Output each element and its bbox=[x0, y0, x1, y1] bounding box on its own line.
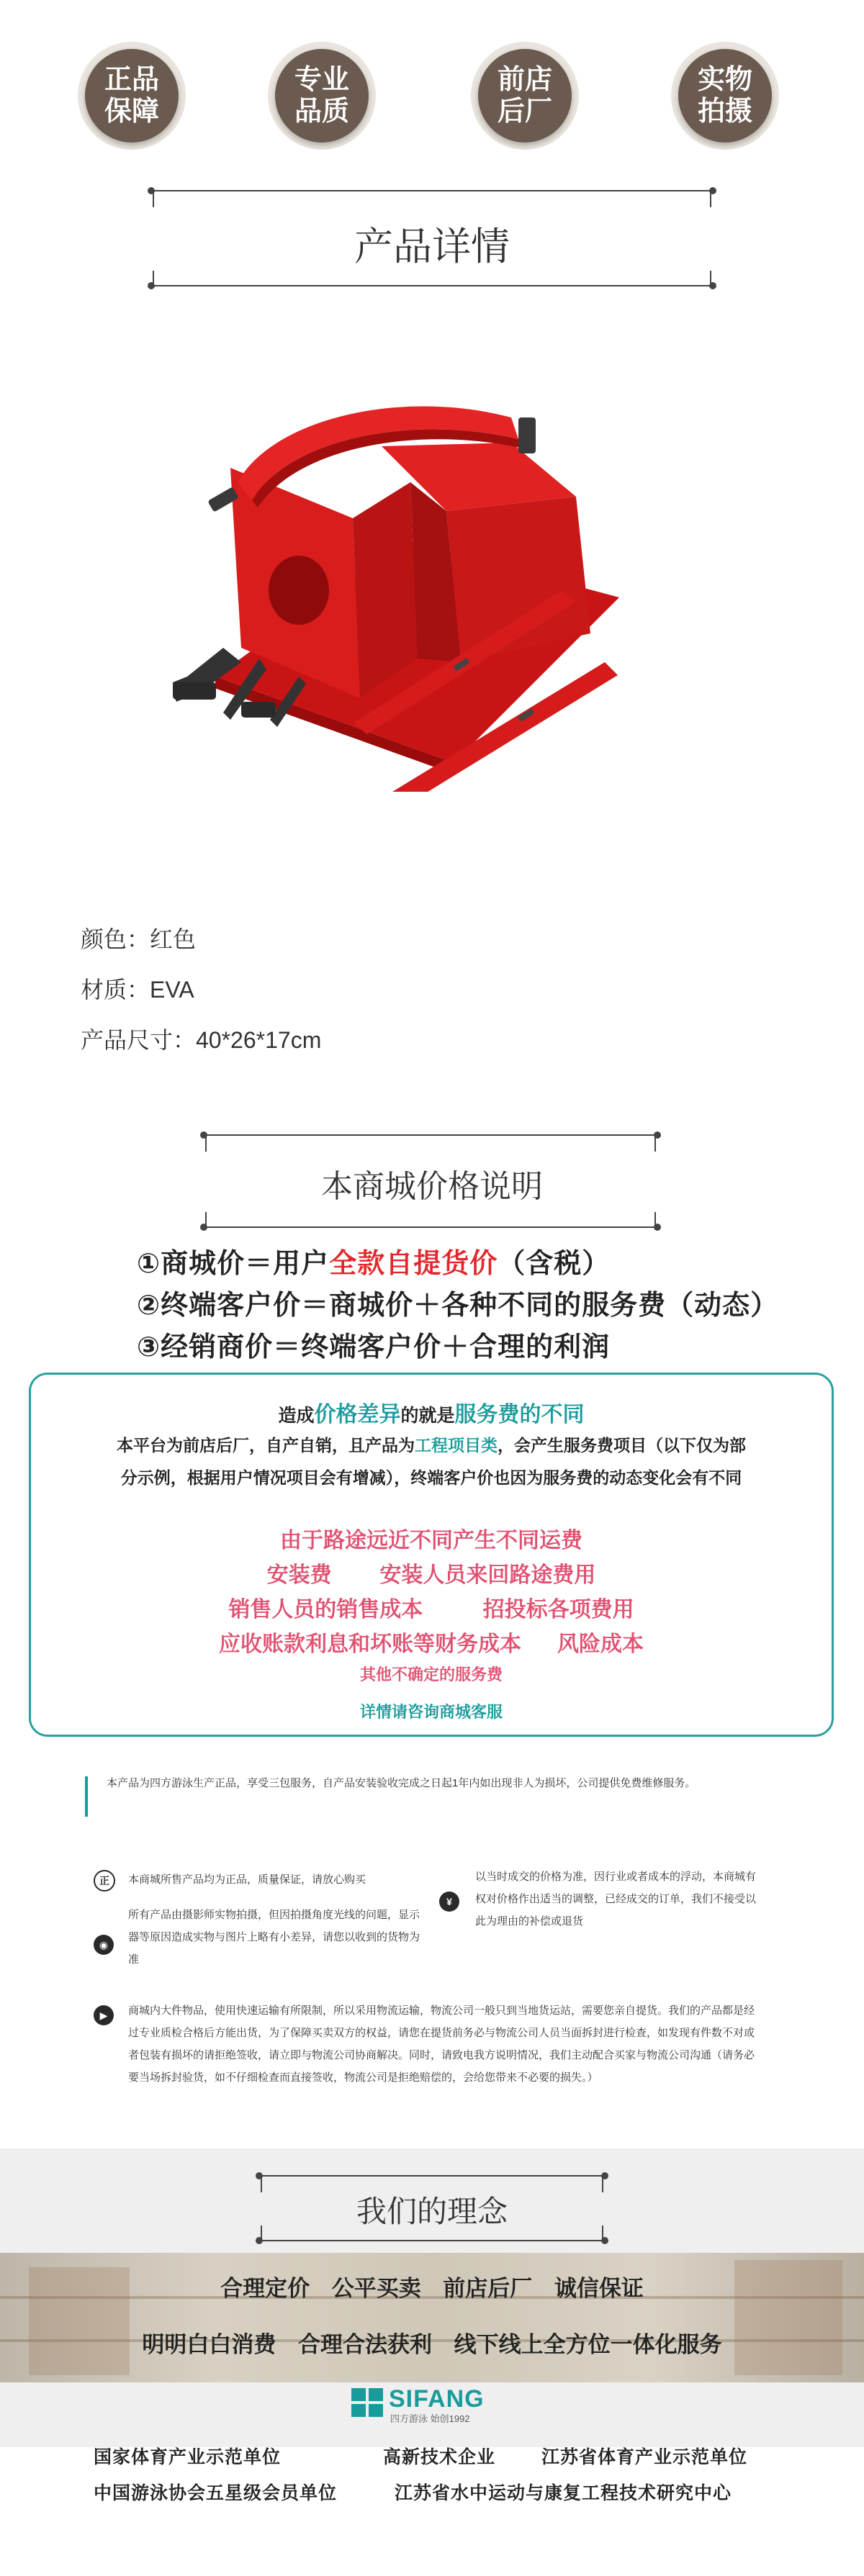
fee-item: 应收账款利息和坏账等财务成本 风险成本 bbox=[218, 1632, 644, 1656]
spec-color: 颜色：红色 bbox=[81, 926, 197, 952]
price-rule-2: ②终端客户价＝商城价＋各种不同的服务费（动态） bbox=[137, 1291, 779, 1321]
notice-para-2: 分示例，根据用户情况项目会有增减），终端客户价也因为服务费的动态变化会有不同 bbox=[120, 1468, 742, 1487]
brand-tagline: 四方游泳 始创1992 bbox=[390, 2413, 470, 2424]
slogan-line-1: 合理定价 公平买卖 前店后厂 诚信保证 bbox=[220, 2276, 644, 2301]
service-fee-notice bbox=[29, 1373, 834, 1737]
sifang-logo-icon bbox=[351, 2388, 383, 2417]
truck-icon: ▶ bbox=[94, 2005, 114, 2025]
fee-item: 安装费 安装人员来回路途费用 bbox=[266, 1563, 596, 1587]
philosophy-title: 我们的理念 bbox=[356, 2195, 508, 2228]
fee-item: 由于路途远近不同产生不同运费 bbox=[280, 1529, 582, 1553]
notice-para-1: 本平台为前店后厂，自产自销，且产品为工程项目类，会产生服务费项目（以下仅为部 bbox=[117, 1436, 746, 1455]
badge-genuine: 正品 保障 bbox=[78, 42, 186, 150]
fee-item-other: 其他不确定的服务费 bbox=[359, 1666, 503, 1684]
service-note: 本产品为四方游泳生产正品，享受三包服务，自产品安装验收完成之日起1年内如出现非人为损坏，公司提供免费维修服务。 bbox=[107, 1777, 696, 1789]
org-item: 江苏省水中运动与康复工程技术研究中心 bbox=[395, 2483, 732, 2503]
policy-genuine: 本商城所售产品均为正品，质量保证，请放心购买 bbox=[128, 1874, 366, 1886]
brand-name: SIFANG bbox=[389, 2385, 485, 2413]
consult-service-link[interactable]: 详情请咨询商城客服 bbox=[359, 1703, 503, 1721]
org-item: 国家体育产业示范单位 bbox=[94, 2447, 282, 2467]
product-details-title: 产品详情 bbox=[354, 225, 510, 268]
badge-quality: 专业 品质 bbox=[268, 42, 376, 150]
fee-item: 销售人员的销售成本 招投标各项费用 bbox=[228, 1598, 634, 1622]
spec-size: 产品尺寸：40*26*17cm bbox=[81, 1027, 322, 1053]
org-item: 高新技术企业 bbox=[383, 2447, 496, 2467]
price-rule-3: ③经销商价＝终端客户价＋合理的利润 bbox=[137, 1332, 611, 1362]
policy-shipping: 商城内大件物品，使用快速运输有所限制，所以采用物流运输，物流公司一般只到当地货运站，需要您亲自提货。我们的产品都是经过专业质检合格后方能出货，为了保障买卖双方的权益，请您在提货前务必与物流公司人员当面拆封进行检查，如发现有件数不对或者包装有损坏的请拒绝签收，请立即与物流公司协商解决。同时，请致电我方说明情况，我们主动配合买家与物流公司沟通（请务必要当场拆封验货，如不仔细检查而直接签收，物流公司是拒绝赔偿的，会给您带来不必要的损失。） bbox=[128, 2005, 755, 2084]
spec-material: 材质：EVA bbox=[81, 977, 194, 1003]
brand-logo bbox=[351, 2385, 485, 2424]
org-item: 江苏省体育产业示范单位 bbox=[541, 2447, 748, 2467]
product-image bbox=[173, 374, 691, 792]
org-item: 中国游泳协会五星级会员单位 bbox=[94, 2483, 338, 2503]
notice-headline: 造成价格差异的就是服务费的不同 bbox=[278, 1403, 585, 1427]
slogan-line-2: 明明白白消费 合理合法获利 线下线上全方位一体化服务 bbox=[142, 2332, 722, 2357]
price-rule-1: ①商城价＝用户全款自提货价（含税） bbox=[137, 1249, 611, 1279]
badge-real-photo: 实物 拍摄 bbox=[671, 42, 779, 150]
camera-icon: ◉ bbox=[94, 1935, 114, 1955]
policy-photo: 所有产品由摄影师实物拍摄，但因拍摄角度光线的问题，显示器等原因造成实物与图片上略有小差异，请您以收到的货物为准 bbox=[128, 1909, 420, 1966]
price-tag-icon: ¥ bbox=[439, 1892, 459, 1912]
price-section-title: 本商城价格说明 bbox=[321, 1169, 543, 1204]
badge-factory: 前店 后厂 bbox=[471, 42, 579, 150]
genuine-icon: 正 bbox=[94, 1870, 115, 1892]
service-note-marker bbox=[85, 1776, 88, 1817]
policy-price: 以当时成交的价格为准，因行业或者成本的浮动，本商城有权对价格作出适当的调整，已经成交的订单，我们不接受以此为理由的补偿或退货 bbox=[475, 1871, 757, 1928]
